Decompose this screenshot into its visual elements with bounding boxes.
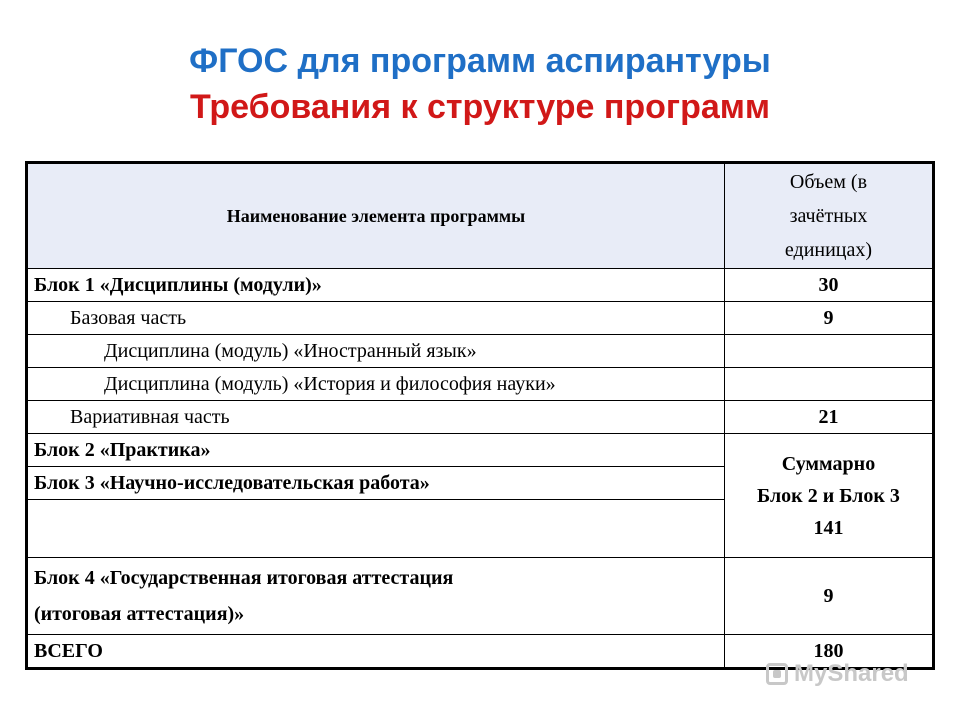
watermark: [766, 657, 926, 691]
merged-value-cell: [724, 434, 933, 558]
header-volume-line: единицах): [784, 239, 873, 261]
slide-subtitle: Требования к структуре программ: [189, 88, 771, 126]
row-name: Дисциплина (модуль) «Иностранный язык»: [27, 335, 725, 368]
header-name-cell: Наименование элемента программы: [27, 163, 725, 269]
table-row: [27, 434, 934, 467]
table-header-row: [27, 163, 934, 269]
program-structure-table: [25, 161, 935, 670]
row-name: Базовая часть: [27, 302, 725, 335]
row-name: Блок 2 «Практика»: [27, 434, 725, 467]
myshared-logo-icon: [766, 663, 788, 685]
row-value: 21: [724, 401, 933, 434]
row-value: 180: [724, 635, 933, 669]
merged-value-line: 141: [813, 516, 844, 539]
row-value: 9: [724, 558, 933, 635]
table-row: [27, 269, 934, 302]
header-volume-line: зачётных: [789, 205, 868, 227]
row-name: ВСЕГО: [27, 635, 725, 669]
watermark-text: MyShared: [794, 660, 909, 687]
table-row: [27, 558, 934, 635]
header-volume-line: Объем (в: [789, 171, 868, 193]
table-row: [27, 335, 934, 368]
row-name-line: Блок 4 «Государственная итоговая аттестация: [34, 567, 454, 589]
merged-value-line: Суммарно: [781, 452, 876, 475]
row-name-line: (итоговая аттестация)»: [34, 603, 245, 625]
row-value: 30: [724, 269, 933, 302]
row-value: 9: [724, 302, 933, 335]
row-name: [27, 558, 725, 635]
header-volume-cell: [724, 163, 933, 269]
table-row: [27, 368, 934, 401]
table-row: [27, 401, 934, 434]
row-value: [724, 368, 933, 401]
row-name: Блок 1 «Дисциплины (модули)»: [27, 269, 725, 302]
row-name: Блок 3 «Научно-исследовательская работа»: [27, 467, 725, 500]
row-name: Вариативная часть: [27, 401, 725, 434]
slide-titles: [0, 38, 960, 130]
merged-value-line: Блок 2 и Блок 3: [757, 484, 900, 507]
row-name: Дисциплина (модуль) «История и философия науки»: [27, 368, 725, 401]
slide-title: ФГОС для программ аспирантуры: [189, 42, 771, 80]
row-value: [724, 335, 933, 368]
row-name: [27, 500, 725, 558]
table-row: [27, 302, 934, 335]
